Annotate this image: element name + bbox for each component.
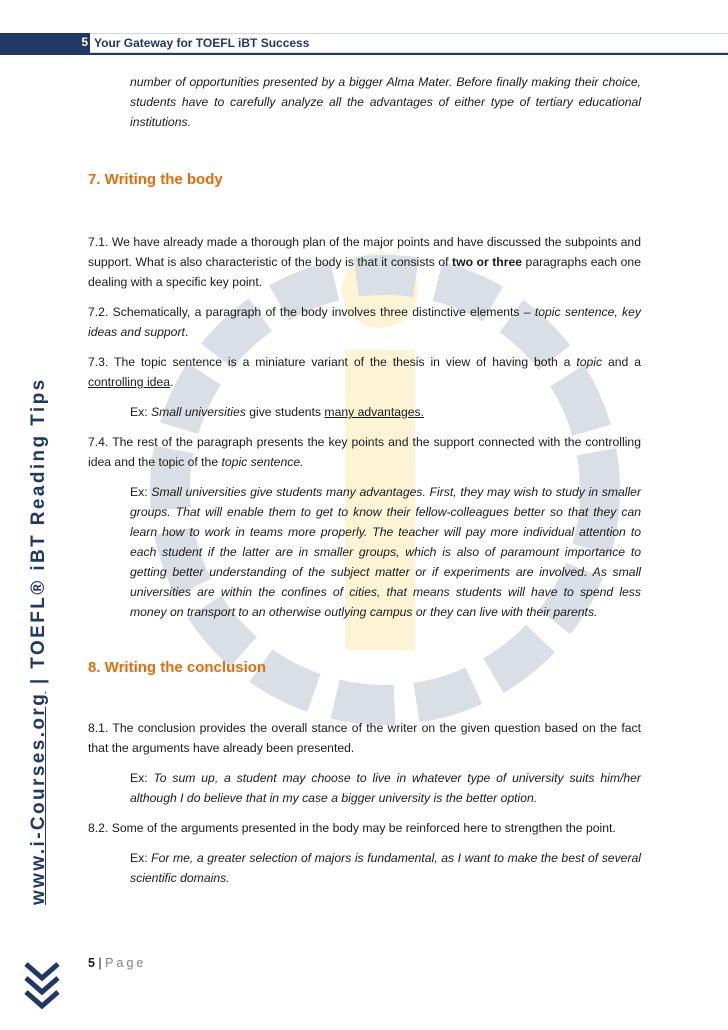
ex2-text: Small universities give students many advantages. First, they may wish to study in smaller groups. That will enable them to get to know their fellow-colleagues better so that they can learn how to work in teams more properly. The teacher will pay more individual attention to each student if the latter are in smaller groups, which is also of paramount importance to getting better understanding of the subject matter or if experiments are involved. As small universities are within the confines of cities, that means students will have to spend less money on transport to an otherwise outlying campus or they can live with their parents.	[130, 485, 641, 619]
p73-topic: topic	[576, 355, 603, 369]
paragraph-7-3	[88, 352, 641, 392]
p71-text-a: 7.1. We have already made a thorough plan of the major points and have discussed the subpoints and support. What is also characteristic of the body is that it consists of	[88, 235, 641, 269]
page-header	[0, 33, 728, 53]
ex1-controlling: many advantages.	[324, 405, 425, 419]
ex3-prefix: Ex:	[130, 771, 154, 785]
p74-italic: topic sentence.	[221, 455, 304, 469]
p72-text-a: 7.2. Schematically, a paragraph of the body involves three distinctive elements –	[88, 305, 535, 319]
p73-controlling-idea: controlling idea	[88, 375, 170, 389]
p73-text-a: 7.3. The topic sentence is a miniature variant of the thesis in view of having both a	[88, 355, 577, 369]
header-title: Your Gateway for TOEFL iBT Success	[94, 36, 310, 50]
header-rule	[0, 53, 728, 55]
example-2	[88, 482, 641, 622]
footer-page-label: Page	[105, 956, 147, 970]
ex1-topic: Small universities	[151, 405, 246, 419]
p71-bold: two or three	[452, 255, 523, 269]
page-footer	[88, 956, 146, 970]
paragraph-8-1: 8.1. The conclusion provides the overall stance of the writer on the given question based on the fact that the arguments have already been presented.	[88, 721, 641, 755]
p72-text-c: .	[184, 325, 189, 339]
p74-text-a: 7.4. The rest of the paragraph presents the key points and the support connected with the controlling idea and the topic of the	[88, 435, 641, 469]
section-7-heading: 7. Writing the body	[88, 171, 223, 188]
side-separator: |	[28, 668, 49, 692]
p73-text-c: and a	[602, 355, 641, 369]
example-1	[88, 402, 641, 422]
chevron-logo-icon	[20, 960, 66, 1015]
p71-text-c: paragraphs each one dealing with a specific key point.	[88, 255, 641, 289]
paragraph-8-2: 8.2. Some of the arguments presented in the body may be reinforced here to strengthen the point.	[88, 821, 616, 835]
footer-page-number: 5	[88, 956, 95, 970]
p73-text-e: .	[169, 375, 174, 389]
header-page-number: 5	[81, 35, 88, 49]
ex2-prefix: Ex:	[130, 485, 152, 499]
intro-paragraph: number of opportunities presented by a bigger Alma Mater. Before finally making their choice, students have to carefully analyze all the advantages of either type of tertiary educational institutions.	[130, 75, 641, 129]
side-site-link[interactable]: www.i-Courses.org	[28, 691, 49, 905]
ex3-text: To sum up, a student may choose to live in whatever type of university suits him/her although I do believe that in my case a bigger university is the better option.	[130, 771, 641, 805]
side-tagline: TOEFL® iBT Reading Tips	[28, 377, 49, 669]
page-content	[88, 72, 641, 888]
p72-italic: topic sentence, key ideas and support	[88, 305, 641, 339]
footer-separator: |	[94, 956, 106, 970]
ex4-text: For me, a greater selection of majors is fundamental, as I want to make the best of several scientific domains.	[130, 851, 641, 885]
example-3	[88, 768, 641, 808]
paragraph-7-2	[88, 302, 641, 342]
example-4	[88, 848, 641, 888]
paragraph-7-1	[88, 232, 641, 292]
ex4-prefix: Ex:	[130, 851, 152, 865]
ex1-mid: give students	[245, 405, 325, 419]
section-8-heading: 8. Writing the conclusion	[88, 659, 267, 676]
paragraph-7-4	[88, 432, 641, 472]
side-banner	[28, 377, 50, 905]
ex1-prefix: Ex:	[130, 405, 151, 419]
